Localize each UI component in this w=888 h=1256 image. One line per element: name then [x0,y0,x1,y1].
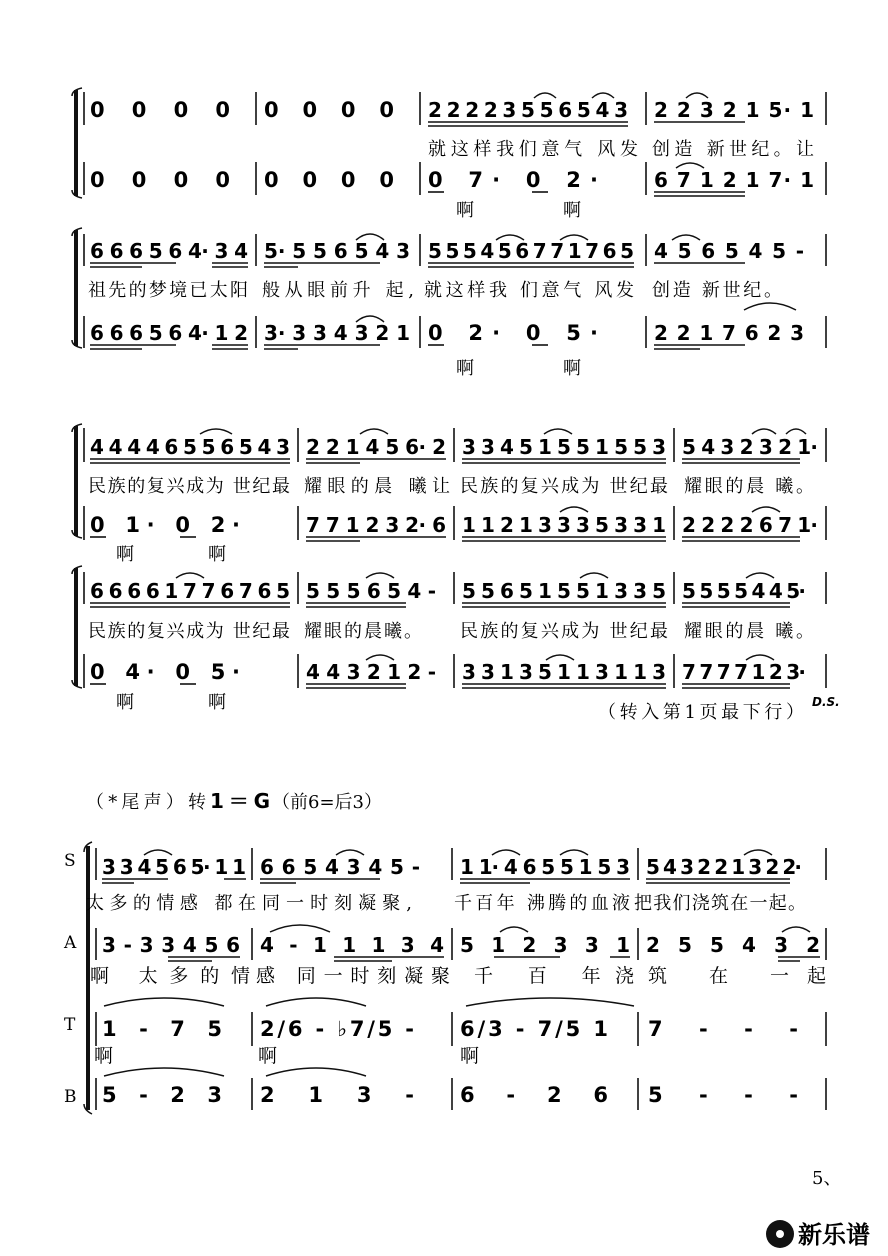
voice-label-bass: B [64,1087,77,1107]
s4-p1-lyric-2: 耀眼的晨曦。 [304,621,422,642]
s1-p2-m3-notes: 0 7· 0 2· [428,168,598,192]
s3-p1-lyric-2: 耀眼的晨 曦让 [304,476,450,497]
coda-t-m3-notes: 6/3 - 7/5 1 [460,1017,608,1041]
coda-b-m4-notes: 5 - - - [648,1083,798,1107]
coda-t-m2-notes: 2/6 - ♭7/5 - [260,1017,414,1041]
s4-p1-lyric-3: 民族的复兴成为 世纪最 [460,621,668,642]
coda-s-m3-notes: 1 1· 4 6 5 5 1 5 3 [460,855,630,879]
coda-a-lyric-1: 啊 太多的情 [90,965,250,987]
ds-note: （转入第1页最下行） [598,702,804,723]
coda-t-m4-notes: 7 - - - [648,1017,798,1041]
s4-p1-m1-notes: 6 6 6 6 1 7 7 6 7 6 5 [90,579,290,603]
s3-p2-m2-notes: 7 7 1 2 3 2· 6 [306,513,446,537]
coda-a-m2-notes: 4 - 1 1 1 3 4 [260,933,444,957]
coda-t-m1-notes: 1 - 7 5 [102,1017,222,1041]
s4-p1-m4-notes: 5 5 5 5 4 4 5· [682,579,806,603]
coda-b-m2-notes: 2 1 3 - [260,1083,414,1107]
coda-t-lyric-3: 啊 [460,1045,480,1067]
s2-p2-m1-notes: 6 6 6 5 6 4· 1 2 [90,321,248,345]
system-4 [72,566,840,723]
coda-s-lyric-1: 太多的情感 都在 [86,893,256,914]
s2-p1-m4-notes: 4 5 6 5 4 5 - [654,239,804,263]
s3-p1-m3-notes: 3 3 4 5 1 5 5 1 5 5 3 [462,435,666,459]
s3-p2-m3-notes: 1 1 2 1 3 3 3 5 3 3 1 [462,513,666,537]
s3-p1-m1-notes: 4 4 4 4 6 5 5 6 5 4 3 [90,435,290,459]
s3-p1-lyric-3: 民族的复兴成为 世纪最 [460,476,668,497]
s2-p2-m2-notes: 3· 3 3 4 3 2 1 [264,321,410,345]
s4-p1-m3-notes: 5 5 6 5 1 5 5 1 3 3 5 [462,579,666,603]
coda-heading-prefix: （*尾声）转 [86,792,206,813]
coda-system [63,842,826,1114]
s1-p2-m2-notes: 0 0 0 0 [264,168,394,192]
s2-p1-lyric-1: 祖先的梦境已太阳 [88,280,248,301]
coda-b-m3-notes: 6 - 2 6 [460,1083,608,1107]
coda-heading [86,789,382,813]
s3-p2-m1-notes: 0 1· 0 2· [90,513,240,537]
s4-p2-lyric-1: 啊 啊 [116,692,226,713]
coda-t-lyric-2: 啊 [258,1045,278,1067]
system-3 [72,424,826,565]
s2-p2-lyric-3: 啊 啊 [456,358,581,379]
s2-p2-m3-notes: 0 2· 0 5· [428,321,598,345]
s4-p1-lyric-1: 民族的复兴成为 世纪最 [88,621,290,642]
s3-p1-m4-notes: 5 4 3 2 3 2 1· [682,435,818,459]
voice-label-soprano: S [64,851,76,871]
coda-a-lyric-3: 千 百 年浇 [474,965,634,987]
s2-p1-m2-notes: 5· 5 5 6 5 4 3 [264,239,410,263]
s2-p1-lyric-4: 创造 新世纪。 [652,280,782,301]
system-1 [72,88,826,221]
s1-p1-m3-notes: 2 2 2 2 3 5 5 6 5 4 3 [428,98,628,122]
coda-s-m1-notes: 3 3 4 5 6 5· 1 1 [102,855,246,879]
s4-p2-m4-notes: 7 7 7 7 1 2 3· [682,660,806,684]
s1-p2-m4-notes: 6 7 1 2 1 7· 1 [654,168,814,192]
voice-label-tenor: T [64,1015,76,1035]
coda-key-relation: （前6=后3） [272,792,382,813]
ds-mark: D.S. [812,695,840,709]
page-number: 5、 [812,1168,842,1189]
watermark-logo [766,1220,870,1249]
s2-p1-m3-notes: 5 5 5 4 5 6 7 7 1 7 6 5 [428,239,634,263]
coda-a-m1-notes: 3 - 3 3 4 5 6 [102,933,240,957]
coda-s-lyric-3: 千百年 沸腾的血液 [454,893,630,914]
coda-t-lyric-1: 啊 [94,1045,114,1067]
coda-s-lyric-4: 把我们浇筑在一起。 [634,893,806,914]
s1-p1-m1-notes: 0 0 0 0 [90,98,230,122]
s1-p2-m1-notes: 0 0 0 0 [90,168,230,192]
s3-p2-m4-notes: 2 2 2 2 6 7 1· [682,513,818,537]
s3-p2-lyric-1: 啊 啊 [116,544,226,565]
s2-p1-lyric-3: 就这样我 们意气 风发 [424,280,634,301]
s4-p2-m2-notes: 4 4 3 2 1 2 - [306,660,436,684]
coda-s-m2-notes: 6 6 5 4 3 4 5 - [260,855,420,879]
watermark-text: 新乐谱 [798,1221,870,1249]
system-2 [72,228,826,379]
s1-p1-m2-notes: 0 0 0 0 [264,98,394,122]
s3-p1-lyric-4: 耀眼的晨 曦。 [684,476,814,497]
coda-b-m1-notes: 5 - 2 3 [102,1083,222,1107]
voice-label-alto: A [64,933,77,953]
coda-a-lyric-2: 感 同一时刻凝聚 [256,965,450,987]
coda-a-lyric-4: 筑 在 一起 [648,965,826,987]
s1-p1-lyric-4: 创造 新世纪。让 [652,139,814,160]
s1-p2-lyric-3: 啊 啊 [456,200,581,221]
s1-p1-lyric-3: 就这样我们意气 风发 [428,139,638,160]
s4-p1-m2-notes: 5 5 5 6 5 4 - [306,579,436,603]
s1-p1-m4-notes: 2 2 3 2 1 5· 1 [654,98,814,122]
s2-p1-m1-notes: 6 6 6 5 6 4· 3 4 [90,239,248,263]
s2-p2-m4-notes: 2 2 1 7 6 2 3 [654,321,804,345]
s4-p1-lyric-4: 耀眼的晨 曦。 [684,621,814,642]
coda-a-m3-notes: 5 1 2 3 3 1 [460,933,630,957]
s3-p1-m2-notes: 2 2 1 4 5 6· 2 [306,435,446,459]
s4-p2-m3-notes: 3 3 1 3 5 1 1 3 1 1 3 [462,660,666,684]
coda-a-m4-notes: 2 5 5 4 3 2 [646,933,820,957]
coda-s-m4-notes: 5 4 3 2 2 1 3 2 2· [646,855,802,879]
coda-s-lyric-2: 同一时刻凝聚, [262,893,412,914]
s3-p1-lyric-1: 民族的复兴成为 世纪最 [88,476,290,497]
s2-p1-lyric-2: 般从眼前升 起, [262,280,414,301]
s4-p2-m1-notes: 0 4· 0 5· [90,660,240,684]
coda-key-signature: 1＝G [210,789,270,813]
